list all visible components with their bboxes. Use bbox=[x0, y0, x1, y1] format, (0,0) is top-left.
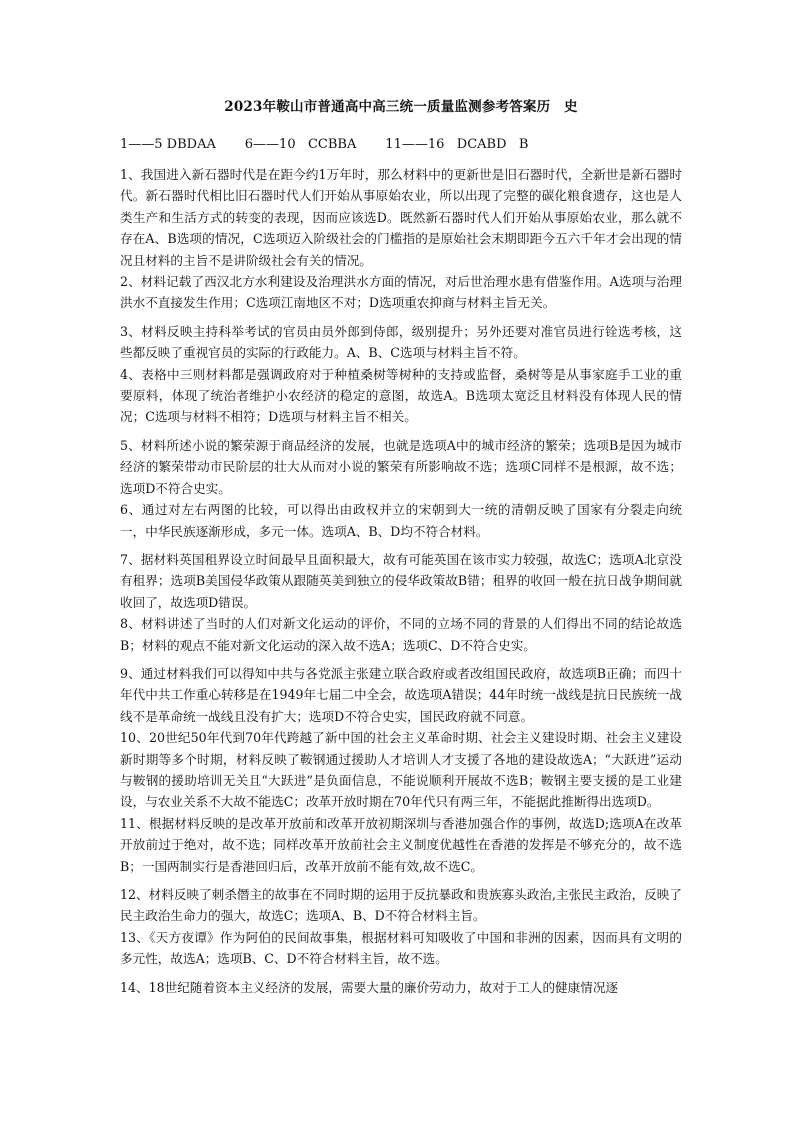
explanation-paragraph: 6、通过对左右两图的比较，可以得出由政权并立的宋朝到大一统的清朝反映了国家有分裂走向统一，中华民族逐渐形成，多元一体。选项A、B、D均不符合材料。 bbox=[120, 502, 682, 539]
explanation-paragraph: 1、我国进入新石器时代是在距今约1万年时，那么材料中的更新世是旧石器时代，全新世是新石器时代。新石器时代相比旧石器时代人们开始从事原始农业，所以出现了完整的碳化粮食遗存，这也是人类生产和生活方式的转变的表现，因而应该选D。既然新石器时代人们开始从事原始农业，那么就不存在A、B选项的情况，C选项迈入阶级社会的门槛指的是原始社会末期即距今五六千年才会出现的情况且材料的主旨不是讲阶级社会有关的情况。 bbox=[120, 167, 682, 268]
explanation-paragraph: 4、表格中三则材料都是强调政府对于种植桑树等树种的支持或监督，桑树等是从事家庭手工业的重要原料，体现了统治者维护小农经济的稳定的意图，故选A。B选项太宽泛且材料没有体现人民的情况；C选项与材料不相符；D选项与材料主旨不相关。 bbox=[120, 366, 682, 425]
explanation-paragraph: 9、通过材料我们可以得知中共与各党派主张建立联合政府或者改组国民政府，故选项B正确；而四十年代中共工作重心转移是在1949年七届二中全会，故选项A错误；44年时统一战线是抗日民族统一战线不是革命统一战线且没有扩大；选项D不符合史实，国民政府就不同意。 bbox=[120, 665, 682, 724]
answer-key: 1——5 DBDAA 6——10 CCBBA 11——16 DCABD B bbox=[120, 137, 529, 152]
explanation-paragraph: 8、材料讲述了当时的人们对新文化运动的评价，不同的立场不同的背景的人们得出不同的结论故选B；材料的观点不能对新文化运动的深入故不选A；选项C、D不符合史实。 bbox=[120, 616, 682, 653]
explanation-paragraph: 3、材料反映主持科举考试的官员由员外郎到侍郎，级别提升；另外还要对准官员进行铨选考核，这些都反映了重视官员的实际的行政能力。A、B、C选项与材料主旨不符。 bbox=[120, 323, 682, 361]
explanation-paragraph: 7、据材料英国租界设立时间最早且面积最大，故有可能英国在该市实力较强，故选C；选项A北京没有租界；选项B美国侵华政策从跟随英美到独立的侵华政策故B错；租界的收回一般在抗日战争期间就收回了，故选项D错误。 bbox=[120, 551, 682, 610]
explanation-paragraph: 11、根据材料反映的是改革开放前和改革开放初期深圳与香港加强合作的事例，故选D;选项A在改革开放前过于绝对，故不选；同样改革开放前社会主义制度优越性在香港的发挥是不够充分的，故不选B；一国两制实行是香港回归后，改革开放前不能有效,故不选C。 bbox=[120, 815, 682, 874]
explanations bbox=[120, 164, 682, 998]
explanation-paragraph: 2、材料记载了西汉北方水利建设及治理洪水方面的情况，对后世治理水患有借鉴作用。A选项与治理洪水不直接发生作用；C选项江南地区不对；D选项重农抑商与材料主旨无关。 bbox=[120, 274, 682, 311]
explanation-paragraph: 12、材料反映了刺杀僭主的故事在不同时期的运用于反抗暴政和贵族寡头政治,主张民主政治，反映了民主政治生命力的强大，故选C；选项A、B、D不符合材料主旨。 bbox=[120, 887, 682, 924]
document-title: 2023年鞍山市普通高中高三统一质量监测参考答案历 史 bbox=[224, 99, 578, 115]
explanation-paragraph: 14、18世纪随着资本主义经济的发展，需要大量的廉价劳动力，故对于工人的健康情况逐 bbox=[120, 979, 619, 995]
explanation-paragraph: 5、材料所述小说的繁荣源于商品经济的发展，也就是选项A中的城市经济的繁荣；选项B是因为城市经济的繁荣带动市民阶层的壮大从而对小说的繁荣有所影响故不选；选项C同样不是根源，故不选；选项D不符合史实。 bbox=[120, 437, 682, 496]
explanation-paragraph: 10、20世纪50年代到70年代跨越了新中国的社会主义革命时期、社会主义建设时期、社会主义建设新时期等多个时期，材料反映了鞍钢通过援助人才培训人才支援了各地的建设故选A；“大跃进”运动与鞍钢的援助培训无关且“大跃进”是负面信息，不能说顺利开展故不选B；鞍钢主要支援的是工业建设，与农业关系不大故不能选C；改革开放时期在70年代只有两三年，不能据此推断得出选项D。 bbox=[120, 730, 682, 810]
explanation-paragraph: 13、《天方夜谭》作为阿伯的民间故事集，根据材料可知吸收了中国和非洲的因素，因而具有文明的多元性，故选A；选项B、C、D不符合材料主旨，故不选。 bbox=[120, 929, 682, 967]
